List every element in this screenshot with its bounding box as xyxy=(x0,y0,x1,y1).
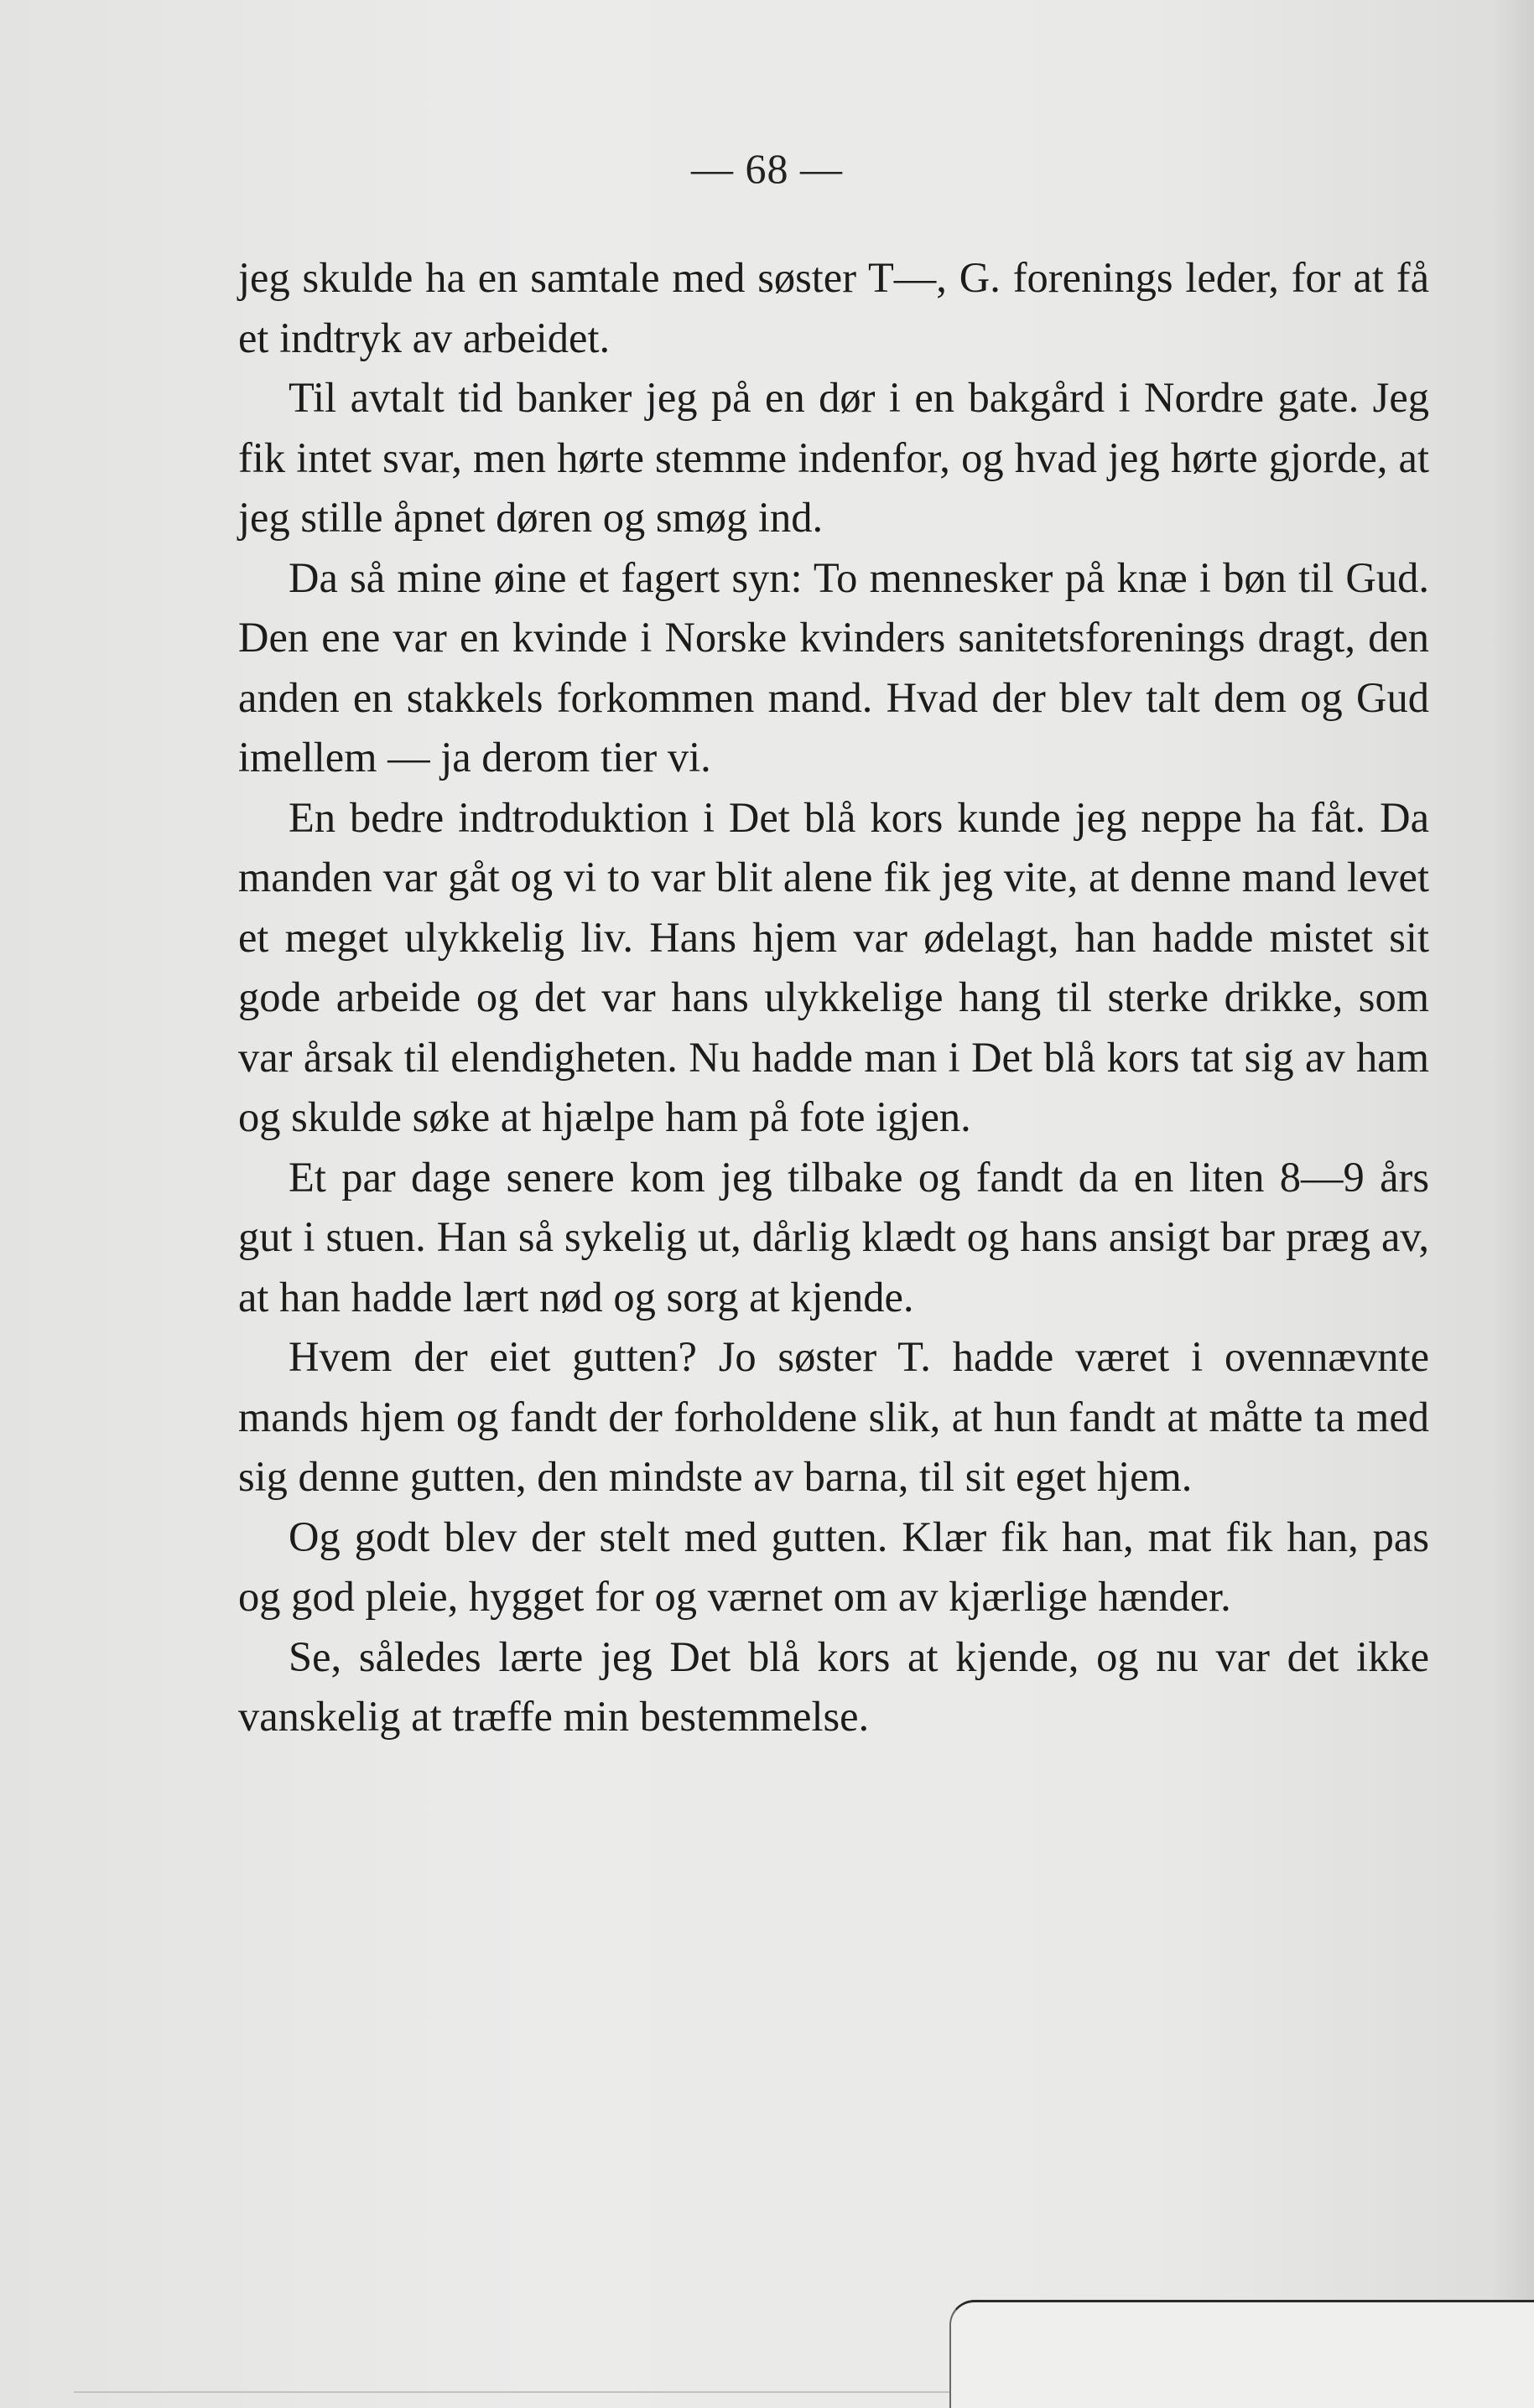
paragraph: Et par dage senere kom jeg tilbake og fandt da en liten 8—9 års gut i stuen. Han så sykelig ut, dårlig klædt og hans ansigt bar præg av, at han hadde lært nød og sorg at kjende. xyxy=(238,1153,1429,1321)
body-text xyxy=(238,248,1429,1747)
paragraph: Hvem der eiet gutten? Jo søster T. hadde været i ovennævnte mands hjem og fandt der forholdene slik, at hun fandt at måtte ta med sig denne gutten, den mindste av barna, til sit eget hjem. xyxy=(238,1333,1429,1500)
paragraph: En bedre indtroduktion i Det blå kors kunde jeg neppe ha fåt. Da manden var gåt og vi to var blit alene fik jeg vite, at denne mand levet et meget ulykkelig liv. Hans hjem var ødelagt, han hadde mistet sit gode arbeide og det var hans ulykkelige hang til sterke drikke, som var årsak til elendigheten. Nu hadde man i Det blå kors tat sig av ham og skulde søke at hjælpe ham på fote igjen. xyxy=(238,793,1429,1140)
paragraph: Se, således lærte jeg Det blå kors at kjende, og nu var det ikke vanskelig at træffe min bestemmelse. xyxy=(238,1632,1429,1740)
paragraph: jeg skulde ha en samtale med søster T—, G. forenings leder, for at få et indtryk av arbeidet. xyxy=(238,254,1429,361)
paragraph: Da så mine øine et fagert syn: To mennesker på knæ i bøn til Gud. Den ene var en kvinde i Norske kvinders sanitetsforenings dragt, den anden en stakkels forkommen mand. Hvad der blev talt dem og Gud imellem — ja derom tier vi. xyxy=(238,553,1429,781)
paper-slip-corner xyxy=(949,2300,1534,2408)
page-number: — 68 — xyxy=(691,145,843,192)
paragraph: Og godt blev der stelt med gutten. Klær fik han, mat fik han, pas og god pleie, hygget for og værnet om av kjærlige hænder. xyxy=(238,1513,1429,1620)
paragraph: Til avtalt tid banker jeg på en dør i en bakgård i Nordre gate. Jeg fik intet svar, men hørte stemme indenfor, og hvad jeg hørte gjorde, at jeg stille åpnet døren og smøg ind. xyxy=(238,374,1429,541)
page-edge-shadow xyxy=(1494,0,1534,2408)
